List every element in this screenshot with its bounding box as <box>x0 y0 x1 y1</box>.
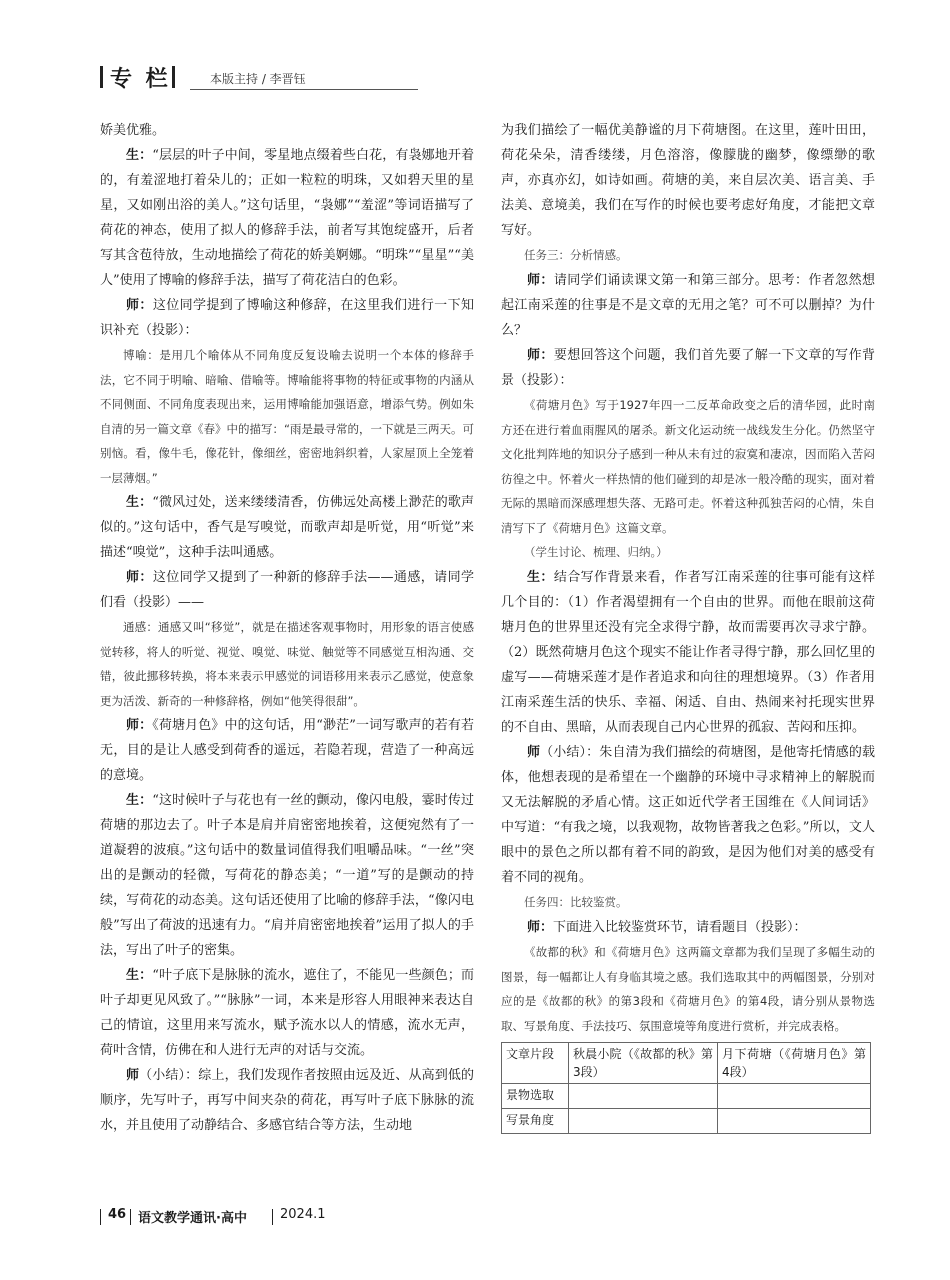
footer-bar <box>100 1209 101 1225</box>
footer-bar <box>272 1209 273 1225</box>
header-bar-left <box>100 66 103 88</box>
paragraph-text: 结合写作背景来看，作者写江南采莲的往事可能有这样几个目的：（1）作者渴望拥有一个自由的世界。而他在眼前这荷塘月色的世界里还没有完全求得宁静，故而需要再次寻求宁静。（2）既然荷塘月色这个现实不能让作者寻得宁静，那么回忆里的虚写——荷塘采莲才是作者追求和向往的理想境界。（3）作者用江南采莲生活的快乐、幸福、闲适、自由、热闹来衬托现实世界的不自由、黑暗，从而表现自己内心世界的孤寂、苦闷和压抑。 <box>501 570 875 735</box>
task-heading <box>501 890 875 915</box>
speaker-label: 生： <box>126 793 153 808</box>
table-cell <box>569 1109 718 1134</box>
table-cell: 写景角度 <box>502 1109 569 1134</box>
paragraph <box>100 713 474 788</box>
speaker-label: 师 <box>527 745 541 760</box>
speaker-label: 生： <box>126 148 153 163</box>
paragraph-text: （小结）：朱自清为我们描绘的荷塘图，是他寄托情感的载体，他想表现的是希望在一个幽静的环境中寻求精神上的解脱而又无法解脱的矛盾心情。这正如近代学者王国维在《人间词话》中写道：“有我之境，以我观物，故物皆著我之色彩。”所以，文人眼中的景色之所以都有着不同的韵致，是因为他们对美的感受有着不同的视角。 <box>501 745 875 885</box>
paragraph <box>501 118 875 243</box>
paragraph-text: 为我们描绘了一幅优美静谧的月下荷塘图。在这里，莲叶田田，荷花朵朵，清香缕缕，月色溶溶，像朦胧的幽梦，像缥缈的歌声，亦真亦幻，如诗如画。荷塘的美，来自层次美、语言美、手法美、意境美，我们在写作的时候也要考虑好角度，才能把文章写好。 <box>501 123 875 238</box>
paragraph-text: 这位同学又提到了一种新的修辞手法——通感，请同学们看（投影）—— <box>100 570 474 610</box>
paragraph-text: 任务三：分析情感。 <box>524 248 628 262</box>
table-cell: 文章片段 <box>502 1043 569 1084</box>
footer-bar <box>130 1209 131 1225</box>
table-row <box>502 1084 871 1109</box>
left-column <box>100 118 474 1138</box>
paragraph <box>100 118 474 143</box>
task-heading <box>501 243 875 268</box>
table-row <box>502 1109 871 1134</box>
paragraph <box>501 565 875 740</box>
task-heading <box>501 540 875 565</box>
table-header-row <box>502 1043 871 1084</box>
paragraph-text: 这位同学提到了博喻这种修辞，在这里我们进行一下知识补充（投影）： <box>100 298 474 338</box>
paragraph <box>100 1063 474 1138</box>
paragraph-text: 《荷塘月色》中的这句话，用“渺茫”一词写歌声的若有若无，目的是让人感受到荷香的遥远，若隐若现，营造了一种高远的意境。 <box>100 718 474 783</box>
journal-name: 语文教学通讯·高中 <box>138 1211 247 1226</box>
page-footer <box>100 1207 500 1227</box>
table-cell <box>718 1084 871 1109</box>
speaker-label: 生： <box>527 570 554 585</box>
table-cell: 秋晨小院（《故都的秋》第3段） <box>569 1043 718 1084</box>
paragraph-text: 《荷塘月色》写于1927年四一二反革命政变之后的清华园，此时南方还在进行着血雨腥风的屠杀。新文化运动统一战线发生分化。仍然坚守文化批判阵地的知识分子感到一种从未有过的寂寞和凄凉，因而陷入苦闷彷徨之中。怀着火一样热情的他们碰到的却是冰一般冷酷的现实，面对着无际的黑暗而深感理想失落、无路可走。怀着这种孤独苦闷的心情，朱自清写下了《荷塘月色》这篇文章。 <box>501 398 875 535</box>
paragraph <box>100 565 474 615</box>
paragraph <box>100 788 474 963</box>
paragraph-text: “这时候叶子与花也有一丝的颤动，像闪电般，霎时传过荷塘的那边去了。叶子本是肩并肩密密地挨着，这便宛然有了一道凝碧的波痕。”这句话中的数量词值得我们咀嚼品味。“一丝”突出的是颤动的轻微，写荷花的静态美；“一道”写的是颤动的持续，写荷花的动态美。这句话还使用了比喻的修辞手法，“像闪电般”写出了荷波的迅速有力。“肩并肩密密地挨着”运用了拟人的手法，写出了叶子的密集。 <box>100 793 474 958</box>
paragraph <box>501 915 875 940</box>
paragraph <box>100 490 474 565</box>
table-cell: 景物选取 <box>502 1084 569 1109</box>
quote-paragraph <box>501 393 875 540</box>
speaker-label: 生： <box>126 968 153 983</box>
quote-paragraph <box>100 615 474 713</box>
paragraph-text: 博喻：是用几个喻体从不同角度反复设喻去说明一个本体的修辞手法，它不同于明喻、暗喻、借喻等。博喻能将事物的特征或事物的内涵从不同侧面、不同角度表现出来，运用博喻能加强语意，增添气势。例如朱自清的另一篇文章《春》中的描写：“雨是最寻常的，一下就是三两天。可别恼。看，像牛毛，像花针，像细丝，密密地斜织着，人家屋顶上全笼着一层薄烟。” <box>100 348 474 485</box>
paragraph-text: “叶子底下是脉脉的流水，遮住了，不能见一些颜色；而叶子却更见风致了。”“脉脉”一词，本来是形容人用眼神来表达自己的情谊，这里用来写流水，赋予流水以人的情感，流水无声，荷叶含情，仿佛在和人进行无声的对话与交流。 <box>100 968 474 1058</box>
paragraph-text: 通感：通感又叫“移觉”，就是在描述客观事物时，用形象的语言使感觉转移，将人的听觉、视觉、嗅觉、味觉、触觉等不同感觉互相沟通、交错，彼此挪移转换，将本来表示甲感觉的词语移用来表示乙感觉，使意象更为活泼、新奇的一种修辞格，例如“他笑得很甜”。 <box>100 620 474 708</box>
speaker-label: 师： <box>527 348 554 363</box>
quote-paragraph <box>501 940 875 1038</box>
speaker-label: 师： <box>126 298 153 313</box>
paragraph-text: “层层的叶子中间，零星地点缀着些白花，有袅娜地开着的，有羞涩地打着朵儿的；正如一粒粒的明珠，又如碧天里的星星，又如刚出浴的美人。”这句话里，“袅娜”“羞涩”等词语描写了荷花的神态，使用了拟人的修辞手法，前者写其饱绽盛开，后者写其含苞待放，生动地描绘了荷花的娇美婀娜。“明珠”“星星”“美人”使用了博喻的修辞手法，描写了荷花洁白的色彩。 <box>100 148 474 288</box>
table-cell <box>718 1109 871 1134</box>
column-title: 专 栏 <box>110 67 171 92</box>
paragraph <box>100 293 474 343</box>
speaker-label: 师： <box>126 718 153 733</box>
paragraph-text: 《故都的秋》和《荷塘月色》这两篇文章都为我们呈现了多幅生动的图景，每一幅都让人有身临其境之感。我们选取其中的两幅图景，分别对应的是《故都的秋》的第3段和《荷塘月色》的第4段，请分别从景物选取、写景角度、手法技巧、氛围意境等角度进行赏析，并完成表格。 <box>501 945 875 1033</box>
page-header <box>100 62 860 92</box>
speaker-label: 师： <box>527 273 554 288</box>
host-credit: 本版主持 / 李晋钰 <box>190 70 418 90</box>
paragraph <box>501 343 875 393</box>
issue-date: 2024.1 <box>280 1207 326 1222</box>
comparison-table <box>501 1042 871 1134</box>
page-number: 46 <box>108 1207 127 1222</box>
speaker-label: 师： <box>126 570 153 585</box>
paragraph-text: “微风过处，送来缕缕清香，仿佛远处高楼上渺茫的歌声似的。”这句话中，香气是写嗅觉，而歌声却是听觉，用“听觉”来描述“嗅觉”，这种手法叫通感。 <box>100 495 474 560</box>
paragraph <box>501 740 875 890</box>
paragraph <box>100 143 474 293</box>
speaker-label: 生： <box>126 495 153 510</box>
speaker-label: 师 <box>126 1068 140 1083</box>
paragraph-text: （小结）：综上，我们发现作者按照由远及近、从高到低的顺序，先写叶子，再写中间夹杂的荷花，再写叶子底下脉脉的流水，并且使用了动静结合、多感官结合等方法，生动地 <box>100 1068 474 1133</box>
right-column-paragraphs <box>501 118 875 1038</box>
table-cell <box>569 1084 718 1109</box>
header-bar-right <box>172 66 175 88</box>
quote-paragraph <box>100 343 474 490</box>
right-column <box>501 118 875 1134</box>
table-cell: 月下荷塘（《荷塘月色》第4段） <box>718 1043 871 1084</box>
paragraph-text: 请同学们诵读课文第一和第三部分。思考：作者忽然想起江南采莲的往事是不是文章的无用之笔？可不可以删掉？为什么？ <box>501 273 875 338</box>
paragraph <box>100 963 474 1063</box>
paragraph-text: 要想回答这个问题，我们首先要了解一下文章的写作背景（投影）： <box>501 348 875 388</box>
paragraph-text: 任务四：比较鉴赏。 <box>524 895 628 909</box>
paragraph-text: （学生讨论、梳理、归纳。） <box>524 545 668 559</box>
speaker-label: 师： <box>527 920 554 935</box>
paragraph-text: 娇美优雅。 <box>100 123 166 138</box>
paragraph <box>501 268 875 343</box>
paragraph-text: 下面进入比较鉴赏环节，请看题目（投影）： <box>553 920 807 935</box>
